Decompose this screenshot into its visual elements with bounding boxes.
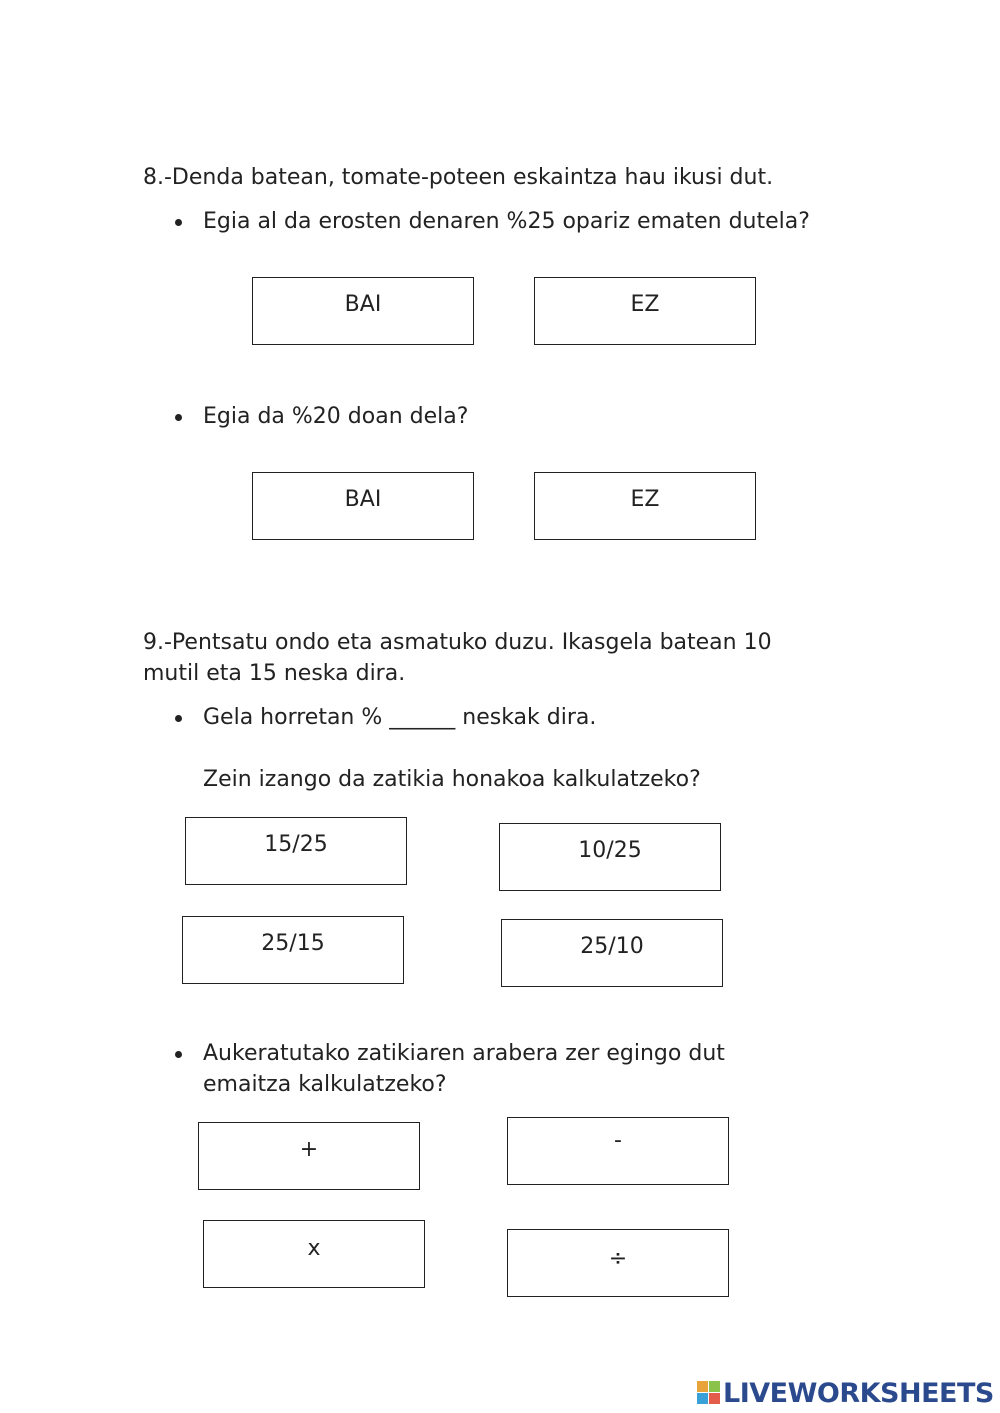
fraction-label: 10/25 bbox=[578, 838, 642, 863]
question-9-title-line-1: 9.-Pentsatu ondo eta asmatuko duzu. Ikasgela batean 10 bbox=[143, 630, 772, 655]
operation-label: x bbox=[307, 1236, 321, 1261]
fraction-label: 15/25 bbox=[264, 832, 328, 857]
operation-option-minus[interactable] bbox=[507, 1117, 729, 1185]
fraction-option-25-10[interactable] bbox=[501, 919, 723, 987]
question-9-bullet-1: Gela horretan % ______ neskak dira. bbox=[203, 705, 597, 730]
operation-option-multiply[interactable] bbox=[203, 1220, 425, 1288]
question-8-bullet-2: Egia da %20 doan dela? bbox=[203, 404, 469, 429]
question-8-title: 8.-Denda batean, tomate-poteen eskaintza hau ikusi dut. bbox=[143, 165, 774, 190]
answer-box-bai-1[interactable] bbox=[252, 277, 474, 345]
logo-square bbox=[697, 1381, 708, 1392]
bullet-icon bbox=[175, 219, 182, 226]
question-9-title-line-2: mutil eta 15 neska dira. bbox=[143, 661, 406, 686]
operation-label: + bbox=[299, 1137, 319, 1162]
answer-label: EZ bbox=[630, 487, 660, 512]
bullet-icon bbox=[175, 414, 182, 421]
operation-label: ÷ bbox=[608, 1246, 628, 1271]
logo-square bbox=[709, 1381, 720, 1392]
brand-name: LIVEWORKSHEETS bbox=[723, 1377, 994, 1409]
question-9-bullet-2-line-1: Aukeratutako zatikiaren arabera zer egingo dut bbox=[203, 1041, 725, 1066]
answer-label: BAI bbox=[344, 292, 382, 317]
fraction-option-15-25[interactable] bbox=[185, 817, 407, 885]
logo-square bbox=[697, 1393, 708, 1404]
answer-box-ez-2[interactable] bbox=[534, 472, 756, 540]
bullet-icon bbox=[175, 1051, 182, 1058]
operation-option-plus[interactable] bbox=[198, 1122, 420, 1190]
liveworksheets-logo-icon bbox=[697, 1381, 721, 1405]
fraction-option-25-15[interactable] bbox=[182, 916, 404, 984]
logo-square bbox=[709, 1393, 720, 1404]
answer-box-bai-2[interactable] bbox=[252, 472, 474, 540]
operation-label: - bbox=[614, 1128, 622, 1153]
fraction-question: Zein izango da zatikia honakoa kalkulatzeko? bbox=[203, 767, 701, 792]
answer-label: BAI bbox=[344, 487, 382, 512]
fraction-label: 25/10 bbox=[580, 934, 644, 959]
question-8-bullet-1: Egia al da erosten denaren %25 opariz ematen dutela? bbox=[203, 209, 810, 234]
answer-box-ez-1[interactable] bbox=[534, 277, 756, 345]
liveworksheets-brand[interactable] bbox=[697, 1376, 994, 1410]
fraction-label: 25/15 bbox=[261, 931, 325, 956]
operation-option-divide[interactable] bbox=[507, 1229, 729, 1297]
bullet-icon bbox=[175, 715, 182, 722]
answer-label: EZ bbox=[630, 292, 660, 317]
question-9-bullet-2-line-2: emaitza kalkulatzeko? bbox=[203, 1072, 447, 1097]
fraction-option-10-25[interactable] bbox=[499, 823, 721, 891]
